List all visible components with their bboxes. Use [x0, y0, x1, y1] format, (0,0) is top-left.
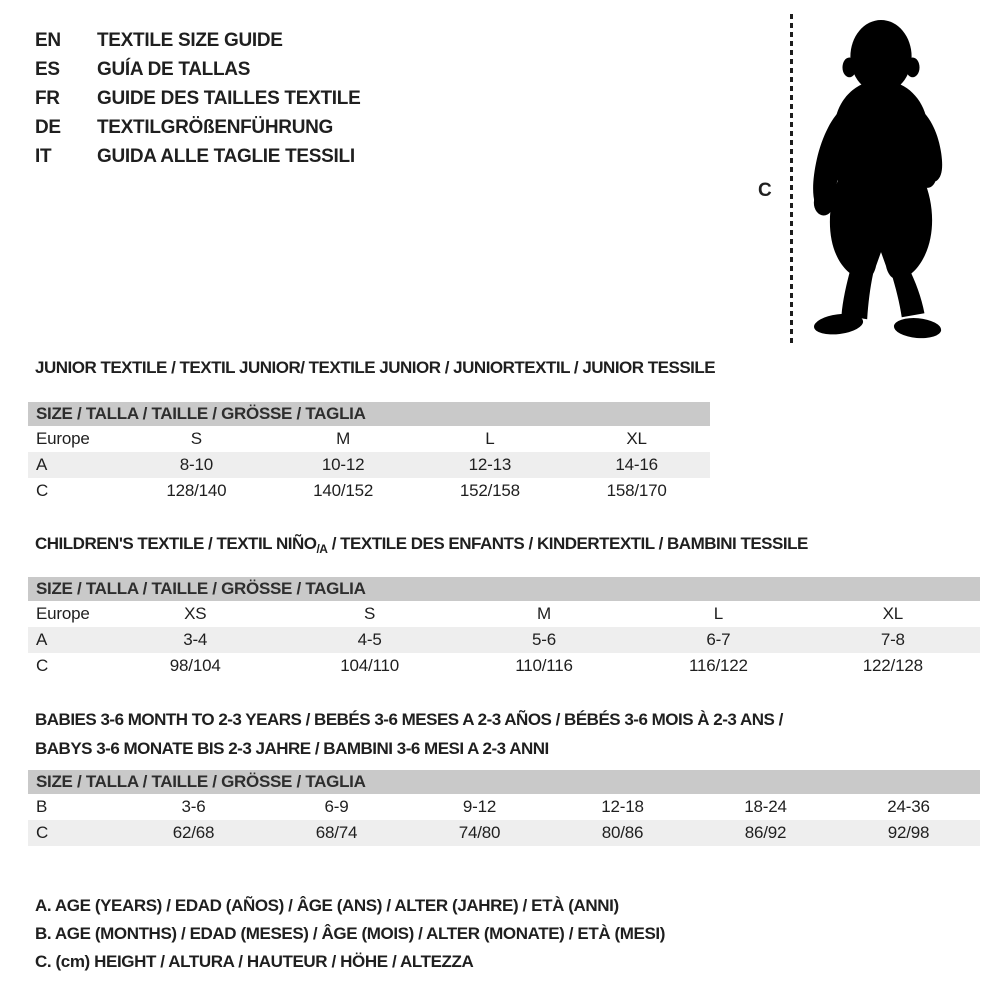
value-cell: 5-6 — [532, 630, 556, 649]
size-header-bar: SIZE / TALLA / TAILLE / GRÖSSE / TAGLIA — [28, 402, 710, 426]
value-cell: 80/86 — [601, 823, 644, 842]
value-cell: 140/152 — [313, 481, 374, 500]
size-cell: L — [485, 429, 495, 448]
title-line-1: BABIES 3-6 MONTH TO 2-3 YEARS / BEBÉS 3-6 MESES A 2-3 AÑOS / BÉBÉS 3-6 MOIS À 2-3 ANS / — [35, 710, 783, 729]
title-text: / TEXTILE DES ENFANTS / KINDERTEXTIL / BAMBINI TESSILE — [327, 534, 808, 553]
value-cell: 8-10 — [179, 455, 213, 474]
language-header — [35, 26, 360, 171]
value-cell: 152/158 — [459, 481, 520, 500]
value-cell: 18-24 — [744, 797, 787, 816]
table-row-europe — [28, 426, 710, 452]
language-row-de — [35, 113, 360, 142]
guide-title-it: GUIDA ALLE TAGLIE TESSILI — [97, 146, 355, 167]
language-row-es — [35, 55, 360, 84]
language-code: DE — [35, 117, 61, 138]
guide-title-es: GUÍA DE TALLAS — [97, 59, 251, 80]
value-cell: 3-4 — [183, 630, 208, 649]
value-cell: 9-12 — [462, 797, 497, 816]
value-cell: 86/92 — [744, 823, 787, 842]
guide-title-en: TEXTILE SIZE GUIDE — [97, 30, 283, 51]
size-cell: XL — [882, 604, 904, 623]
value-cell: 158/170 — [606, 481, 667, 500]
value-cell: 4-5 — [357, 630, 382, 649]
table-row-age-years — [28, 627, 980, 653]
language-code: FR — [35, 88, 60, 109]
junior-table-title: JUNIOR TEXTILE / TEXTIL JUNIOR/ TEXTILE JUNIOR / JUNIORTEXTIL / JUNIOR TESSILE — [35, 358, 716, 377]
title-subscript: /A — [316, 542, 328, 556]
language-code: EN — [35, 30, 61, 51]
value-cell: 98/104 — [169, 656, 221, 675]
babies-table-title — [35, 705, 783, 763]
table-row-age-months — [28, 794, 980, 820]
table-row-age-years — [28, 452, 710, 478]
size-header-bar: SIZE / TALLA / TAILLE / GRÖSSE / TAGLIA — [28, 770, 980, 794]
value-cell: 14-16 — [615, 455, 658, 474]
footnote-age-years: A. AGE (YEARS) / EDAD (AÑOS) / ÂGE (ANS) / ALTER (JAHRE) / ETÀ (ANNI) — [35, 896, 619, 915]
value-cell: 12-13 — [468, 455, 512, 474]
size-cell: XS — [184, 604, 207, 623]
row-label: C — [36, 481, 49, 500]
row-label: Europe — [36, 429, 90, 448]
value-cell: 62/68 — [172, 823, 215, 842]
childrens-textile-table — [28, 577, 980, 679]
row-label: B — [36, 797, 48, 816]
language-row-it — [35, 142, 360, 171]
size-cell: XL — [626, 429, 647, 448]
height-measure-line — [790, 14, 793, 347]
value-cell: 122/128 — [862, 656, 923, 675]
value-cell: 24-36 — [887, 797, 930, 816]
value-cell: 128/140 — [166, 481, 227, 500]
row-label: A — [36, 630, 48, 649]
value-cell: 10-12 — [321, 455, 365, 474]
value-cell: 110/116 — [515, 656, 573, 675]
value-cell: 12-18 — [601, 797, 644, 816]
title-line-2: BABYS 3-6 MONATE BIS 2-3 JAHRE / BAMBINI 3-6 MESI A 2-3 ANNI — [35, 739, 549, 758]
footnotes — [35, 892, 665, 976]
guide-title-de: TEXTILGRÖßENFÜHRUNG — [97, 117, 334, 138]
value-cell: 6-9 — [324, 797, 349, 816]
value-cell: 68/74 — [315, 823, 358, 842]
guide-title-fr: GUIDE DES TAILLES TEXTILE — [97, 88, 361, 109]
size-cell: M — [537, 604, 551, 623]
junior-textile-table — [28, 402, 710, 504]
language-code: IT — [35, 146, 52, 167]
value-cell: 7-8 — [880, 630, 905, 649]
value-cell: 92/98 — [887, 823, 930, 842]
baby-silhouette-icon — [802, 10, 960, 348]
size-header-bar: SIZE / TALLA / TAILLE / GRÖSSE / TAGLIA — [28, 577, 980, 601]
height-measure-label: C — [758, 180, 772, 201]
table-row-height — [28, 820, 980, 846]
value-cell: 104/110 — [340, 656, 399, 675]
size-cell: S — [364, 604, 376, 623]
footnote-age-months: B. AGE (MONTHS) / EDAD (MESES) / ÂGE (MOIS) / ALTER (MONATE) / ETÀ (MESI) — [35, 924, 665, 943]
size-cell: M — [336, 429, 351, 448]
size-cell: L — [713, 604, 724, 623]
table-row-europe — [28, 601, 980, 627]
value-cell: 6-7 — [706, 630, 731, 649]
footnote-height: C. (cm) HEIGHT / ALTURA / HAUTEUR / HÖHE / ALTEZZA — [35, 952, 474, 971]
size-cell: S — [190, 429, 202, 448]
value-cell: 3-6 — [181, 797, 206, 816]
row-label: A — [36, 455, 48, 474]
title-text: CHILDREN'S TEXTILE / TEXTIL NIÑO — [35, 534, 317, 553]
value-cell: 116/122 — [689, 656, 748, 675]
language-code: ES — [35, 59, 60, 80]
row-label: C — [36, 656, 49, 675]
table-row-height — [28, 653, 980, 679]
language-row-fr — [35, 84, 360, 113]
row-label: Europe — [36, 604, 90, 623]
row-label: C — [36, 823, 49, 842]
childrens-table-title — [35, 534, 808, 556]
table-row-height — [28, 478, 710, 504]
babies-textile-table — [28, 770, 980, 846]
language-row-en — [35, 26, 360, 55]
value-cell: 74/80 — [458, 823, 501, 842]
